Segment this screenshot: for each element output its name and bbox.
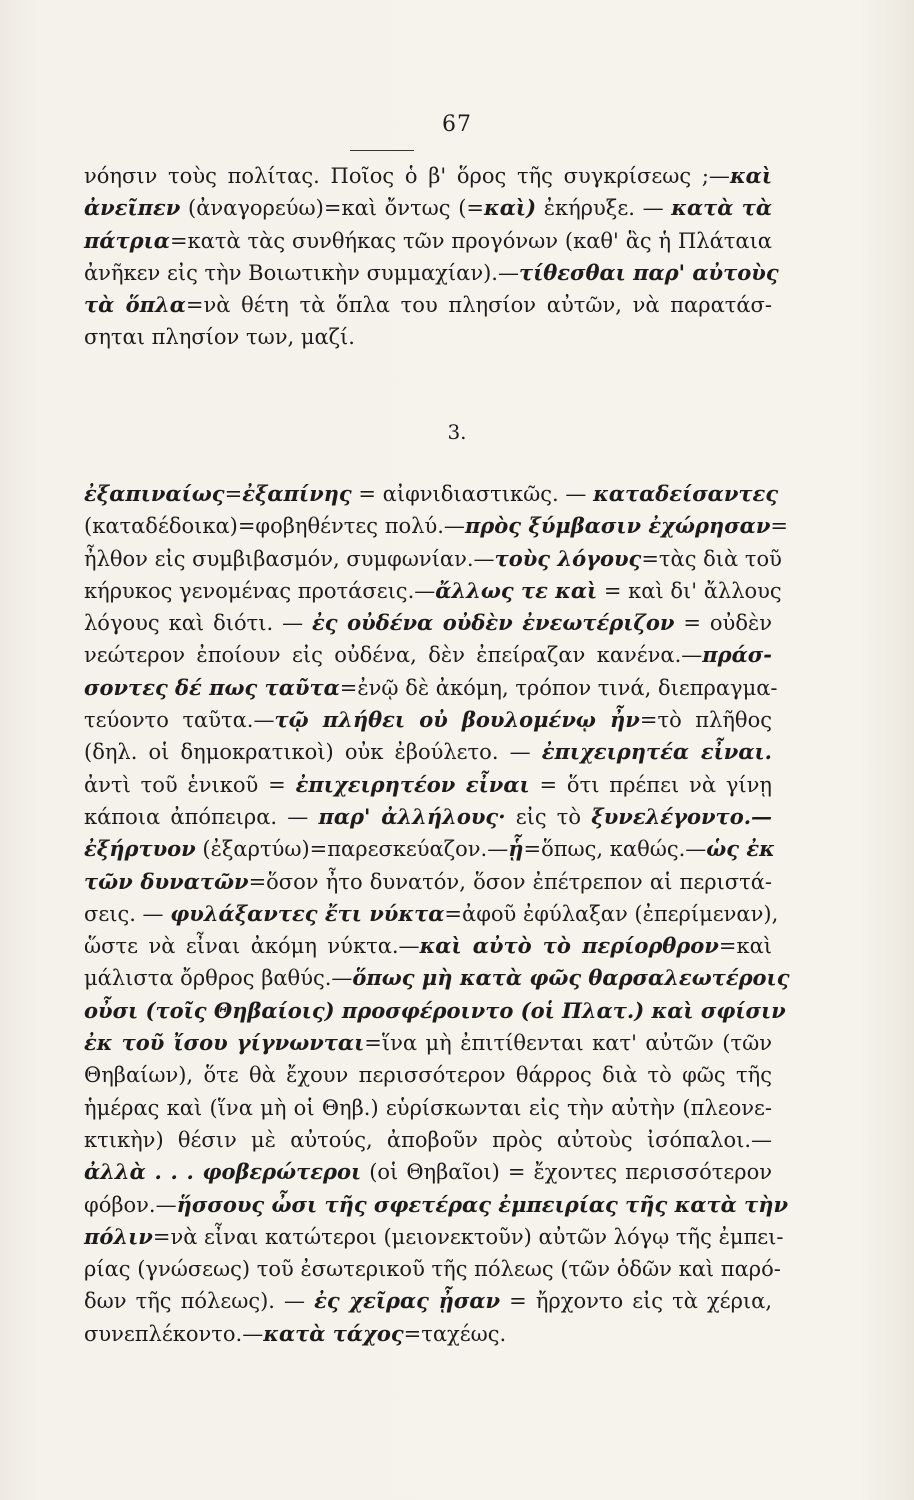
- lemma-term: ἀνεῖπεν: [84, 195, 181, 221]
- lemma-term: πρὸς ξύμβασιν ἐχώρησαν: [464, 513, 771, 539]
- lemma-term: ᾗ: [508, 836, 524, 862]
- gloss-text: (ἐξαρτύω)=παρεσκεύαζον.—: [195, 837, 509, 862]
- gloss-text: =ὅπως, καθώς.—: [523, 837, 707, 862]
- gloss-text: ρίας (γνώσεως) τοῦ ἐσωτερικοῦ τῆς πόλεως (τῶν ὁδῶν καὶ παρό-: [84, 1257, 781, 1282]
- text-line: [84, 898, 779, 930]
- gloss-text: Θηβαίων), ὅτε θὰ ἔχουν περισσότερον θάρρος διὰ τὸ φῶς τῆς: [84, 1063, 772, 1088]
- text-line: [84, 543, 782, 575]
- text-line: [84, 1221, 784, 1253]
- text-line: [84, 995, 786, 1027]
- gloss-text: =ταχέως.: [403, 1321, 507, 1346]
- gloss-text: ἦλθον εἰς συμβιβασμόν, συμφωνίαν.—: [84, 546, 495, 571]
- text-line: [84, 575, 782, 607]
- gloss-text: ὥστε νὰ εἶναι ἀκόμη νύκτα.—: [84, 934, 420, 959]
- gloss-text: (δηλ. οἱ δημοκρατικοὶ) οὐκ ἐβούλετο. —: [84, 740, 542, 765]
- lemma-term: ὅπως μὴ κατὰ φῶς θαρσαλεωτέροις: [352, 965, 790, 991]
- text-line: [84, 672, 778, 704]
- page-number: 67: [442, 112, 472, 137]
- text-line: [84, 1027, 772, 1059]
- text-line: [84, 1156, 772, 1188]
- text-line: [84, 160, 772, 192]
- gloss-text: φόβον.—: [84, 1192, 177, 1217]
- gloss-text: ἀνῆκεν εἰς τὴν Βοιωτικὴν συμμαχίαν).—: [84, 260, 519, 285]
- text-line: [84, 1285, 772, 1317]
- text-line: [84, 321, 772, 353]
- text-line: [84, 478, 779, 510]
- text-line: [84, 736, 772, 768]
- lemma-term: ἐς χεῖρας ᾖσαν: [314, 1288, 501, 1314]
- gloss-text: τεύοντο ταῦτα.—: [84, 708, 275, 733]
- text-line: [84, 962, 790, 994]
- lemma-term: φυλάξαντες ἔτι νύκτα: [170, 900, 445, 926]
- gloss-text: =νὰ θέτη τὰ ὅπλα του πλησίον αὐτῶν, νὰ παρατάσ-: [185, 293, 772, 318]
- lemma-term: ξυνελέγοντο.—: [591, 803, 773, 829]
- lemma-term: τοὺς λόγους: [494, 545, 642, 571]
- gloss-text: σηται πλησίον των, μαζί.: [84, 325, 355, 350]
- gloss-text: =ἐνῷ δὲ ἀκόμη, τρόπον τινά, διεπραγμα-: [339, 675, 778, 700]
- text-line: [84, 866, 772, 898]
- text-line: [84, 1189, 789, 1221]
- lemma-term: σοντες δέ πως ταῦτα: [84, 674, 340, 700]
- gloss-text: = αἰφνιδιαστικῶς. —: [351, 482, 594, 506]
- gloss-text: κήρυκος γενομένας προτάσεις.—: [84, 578, 436, 603]
- gloss-text: =τὰς διὰ τοῦ: [641, 546, 782, 571]
- gloss-text: ἐκήρυξε. —: [536, 196, 672, 221]
- gloss-text: = ἤρχοντο εἰς τὰ χέρια,: [500, 1289, 773, 1314]
- gloss-text: νεώτερον ἐποίουν εἰς οὐδένα, δὲν ἐπείραζαν κανένα.—: [84, 643, 703, 668]
- section-number: 3.: [447, 420, 467, 444]
- lemma-term: καὶ αὐτὸ τὸ περίορθρον: [419, 933, 719, 959]
- gloss-text: (οἱ Θηβαῖοι) = ἔχοντες περισσότερον: [361, 1160, 772, 1185]
- lemma-term: τῶν δυνατῶν: [84, 868, 249, 894]
- text-line: [84, 192, 772, 224]
- lemma-term: ἐξαπίνης: [242, 481, 352, 506]
- gloss-text: =νὰ εἶναι κατώτεροι (μειονεκτοῦν) αὐτῶν λόγῳ τῆς ἐμπει-: [152, 1224, 784, 1249]
- gloss-text: ἡμέρας καὶ (ἵνα μὴ οἱ Θηβ.) εὑρίσκωνται εἰς τὴν αὐτὴν (πλεονε-: [84, 1095, 772, 1120]
- lemma-term: τίθεσθαι παρ' αὐτοὺς: [518, 259, 779, 285]
- lemma-term: καὶ: [729, 163, 772, 188]
- lemma-term: ἐς οὐδένα οὐδὲν ἐνεωτέριζον: [312, 610, 675, 636]
- gloss-text: δων τῆς πόλεως). —: [84, 1289, 315, 1314]
- text-line: [84, 257, 779, 289]
- gloss-text: = οὐδὲν: [674, 611, 772, 636]
- gloss-text: =: [770, 514, 789, 539]
- gloss-text: λόγους καὶ διότι. —: [84, 611, 313, 636]
- gloss-text: μάλιστα ὄρθρος βαθύς.—: [84, 966, 353, 991]
- commentary-block-1: [84, 160, 779, 354]
- lemma-term: κατὰ τὰ: [671, 195, 773, 221]
- text-line: [84, 510, 789, 542]
- text-line: [84, 225, 772, 257]
- text-line: [84, 1253, 781, 1285]
- lemma-term: παρ' ἀλλήλους·: [318, 803, 506, 829]
- text-line: [84, 1124, 772, 1156]
- lemma-term: ἐπιχειρητέον εἶναι: [295, 771, 530, 797]
- lemma-term: ἥσσους ὦσι τῆς σφετέρας ἐμπειρίας τῆς κατὰ τὴν: [176, 1191, 789, 1217]
- gloss-text: =ἀφοῦ ἐφύλαξαν (ἐπερίμεναν),: [444, 901, 779, 926]
- gloss-text: = ὅτι πρέπει νὰ γίνῃ: [529, 772, 772, 797]
- lemma-term: κατὰ τάχος: [263, 1320, 404, 1346]
- lemma-term: ἐξαπιναίως: [84, 481, 225, 506]
- gloss-text: νόησιν τοὺς πολίτας. Ποῖος ὁ β' ὅρος τῆς συγκρίσεως ;—: [84, 164, 730, 188]
- gloss-text: κάποια ἀπόπειρα. —: [84, 804, 319, 829]
- lemma-term: ἐπιχειρητέα εἶναι.: [541, 739, 772, 765]
- page-number-rule: [350, 150, 414, 151]
- gloss-text: (ἀναγορεύω)=καὶ ὄντως (=: [180, 196, 485, 221]
- gloss-text: συνεπλέκοντο.—: [84, 1321, 264, 1346]
- gloss-text: =καὶ: [718, 934, 772, 959]
- text-line: [84, 1092, 772, 1124]
- gloss-text: = καὶ δι' ἄλλους: [597, 578, 782, 603]
- text-line: [84, 1059, 772, 1091]
- lemma-term: ἀλλὰ . . . φοβερώτεροι: [84, 1159, 362, 1185]
- lemma-term: τῷ πλήθει οὐ βουλομένῳ ἦν: [274, 707, 640, 733]
- lemma-term: καταδείσαντες: [593, 481, 779, 506]
- gloss-text: (καταδέδοικα)=φοβηθέντες πολύ.—: [84, 514, 465, 539]
- gloss-text: =ἵνα μὴ ἐπιτίθενται κατ' αὐτῶν (τῶν: [364, 1031, 772, 1056]
- gloss-text: =: [224, 482, 243, 506]
- lemma-term: οὖσι (τοῖς Θηβαίοις) προσφέροιντο (οἱ Πλατ.) καὶ σφίσιν: [84, 997, 786, 1023]
- gloss-text: σεις. —: [84, 901, 171, 926]
- gloss-text: κτικὴν) θέσιν μὲ αὐτούς, ἀποβοῦν πρὸς αὐτοὺς ἰσόπαλοι.—: [84, 1127, 772, 1152]
- gloss-text: =ὅσον ἦτο δυνατόν, ὅσον ἐπέτρεπον αἱ περιστά-: [248, 869, 773, 894]
- gloss-text: =τὸ πλῆθος: [639, 708, 772, 733]
- text-line: [84, 639, 772, 671]
- lemma-term: ἐξήρτυον: [84, 836, 196, 862]
- text-line: [84, 930, 772, 962]
- lemma-term: ἄλλως τε καὶ: [435, 577, 598, 603]
- text-line: [84, 289, 772, 321]
- gloss-text: ἀντὶ τοῦ ἑνικοῦ =: [84, 772, 296, 797]
- text-line: [84, 1318, 772, 1350]
- text-line: [84, 769, 772, 801]
- gloss-text: =κατὰ τὰς συνθήκας τῶν προγόνων (καθ' ἃς ἡ Πλάταια: [169, 228, 772, 253]
- text-line: [84, 607, 772, 639]
- commentary-block-2: [84, 478, 790, 1350]
- lemma-term: πάτρια: [84, 227, 170, 253]
- text-line: [84, 801, 772, 833]
- text-line: [84, 704, 772, 736]
- lemma-term: πόλιν: [84, 1223, 153, 1249]
- text-line: [84, 833, 775, 865]
- gloss-text: εἰς τὸ: [505, 804, 592, 829]
- lemma-term: τὰ ὅπλα: [84, 292, 186, 318]
- lemma-term: καὶ): [484, 195, 537, 221]
- lemma-term: ἐκ τοῦ ἴσου γίγνωνται: [84, 1030, 365, 1056]
- lemma-term: πράσ-: [702, 642, 772, 668]
- lemma-term: ὡς ἐκ: [706, 836, 775, 862]
